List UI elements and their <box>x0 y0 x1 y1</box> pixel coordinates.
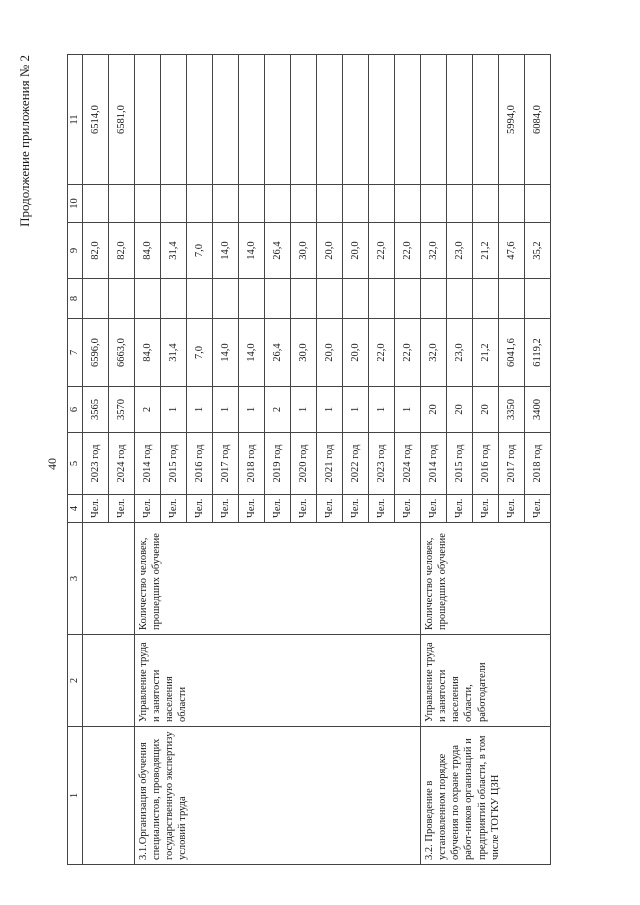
table-body <box>83 55 551 865</box>
value-cell-c8 <box>447 279 473 319</box>
column-number: 9 <box>68 223 83 279</box>
value-cell-c7: 30,0 <box>291 319 317 387</box>
value-cell-c8 <box>421 279 447 319</box>
value-cell-c10 <box>239 185 265 223</box>
value-cell-c10 <box>109 185 135 223</box>
unit-cell: Чел. <box>395 495 421 523</box>
value-cell-c11 <box>343 55 369 185</box>
value-cell-c8 <box>395 279 421 319</box>
value-cell-c7: 6596,0 <box>83 319 109 387</box>
value-cell-c6: 1 <box>161 387 187 433</box>
indicator-cell <box>83 523 135 635</box>
value-cell-c10 <box>161 185 187 223</box>
value-cell-c9: 47,6 <box>499 223 525 279</box>
value-cell-c10 <box>395 185 421 223</box>
value-cell-c9: 14,0 <box>239 223 265 279</box>
value-cell-c7: 23,0 <box>447 319 473 387</box>
value-cell-c10 <box>421 185 447 223</box>
unit-cell: Чел. <box>265 495 291 523</box>
value-cell-c8 <box>291 279 317 319</box>
value-cell-c7: 84,0 <box>135 319 161 387</box>
year-cell: 2021 год <box>317 433 343 495</box>
value-cell-c10 <box>291 185 317 223</box>
value-cell-c11 <box>447 55 473 185</box>
year-cell: 2014 год <box>421 433 447 495</box>
value-cell-c8 <box>265 279 291 319</box>
value-cell-c9: 22,0 <box>395 223 421 279</box>
column-number: 10 <box>68 185 83 223</box>
value-cell-c10 <box>213 185 239 223</box>
value-cell-c8 <box>317 279 343 319</box>
unit-cell: Чел. <box>291 495 317 523</box>
value-cell-c7: 26,4 <box>265 319 291 387</box>
value-cell-c9: 82,0 <box>109 223 135 279</box>
value-cell-c9: 32,0 <box>421 223 447 279</box>
year-cell: 2014 год <box>135 433 161 495</box>
year-cell: 2022 год <box>343 433 369 495</box>
year-cell: 2016 год <box>187 433 213 495</box>
value-cell-c10 <box>83 185 109 223</box>
column-number: 5 <box>68 433 83 495</box>
value-cell-c6: 1 <box>239 387 265 433</box>
column-number: 8 <box>68 279 83 319</box>
value-cell-c8 <box>239 279 265 319</box>
value-cell-c10 <box>343 185 369 223</box>
value-cell-c9: 14,0 <box>213 223 239 279</box>
value-cell-c6: 3565 <box>83 387 109 433</box>
year-cell: 2024 год <box>109 433 135 495</box>
value-cell-c6: 1 <box>395 387 421 433</box>
value-cell-c6: 20 <box>473 387 499 433</box>
year-cell: 2018 год <box>239 433 265 495</box>
unit-cell: Чел. <box>135 495 161 523</box>
value-cell-c11 <box>369 55 395 185</box>
rotated-page <box>15 15 625 895</box>
page-number: 40 <box>45 458 59 470</box>
value-cell-c8 <box>525 279 551 319</box>
value-cell-c7: 6041,6 <box>499 319 525 387</box>
value-cell-c9: 82,0 <box>83 223 109 279</box>
value-cell-c6: 3350 <box>499 387 525 433</box>
value-cell-c11 <box>161 55 187 185</box>
value-cell-c8 <box>187 279 213 319</box>
value-cell-c6: 3400 <box>525 387 551 433</box>
value-cell-c11 <box>317 55 343 185</box>
value-cell-c9: 23,0 <box>447 223 473 279</box>
value-cell-c8 <box>135 279 161 319</box>
value-cell-c10 <box>369 185 395 223</box>
value-cell-c11 <box>473 55 499 185</box>
year-cell: 2018 год <box>525 433 551 495</box>
year-cell: 2015 год <box>447 433 473 495</box>
value-cell-c9: 20,0 <box>343 223 369 279</box>
column-number: 1 <box>68 727 83 865</box>
activity-cell: 3.1.Организация обучения специалистов, проводящих государственную экспертизу условий труда <box>135 727 421 865</box>
value-cell-c11: 6581,0 <box>109 55 135 185</box>
value-cell-c9: 21,2 <box>473 223 499 279</box>
unit-cell: Чел. <box>473 495 499 523</box>
unit-cell: Чел. <box>447 495 473 523</box>
value-cell-c6: 2 <box>135 387 161 433</box>
value-cell-c10 <box>473 185 499 223</box>
year-cell: 2020 год <box>291 433 317 495</box>
unit-cell: Чел. <box>421 495 447 523</box>
table-row <box>135 55 161 865</box>
value-cell-c8 <box>369 279 395 319</box>
value-cell-c6: 2 <box>265 387 291 433</box>
value-cell-c9: 31,4 <box>161 223 187 279</box>
value-cell-c9: 30,0 <box>291 223 317 279</box>
value-cell-c7: 20,0 <box>343 319 369 387</box>
unit-cell: Чел. <box>369 495 395 523</box>
activity-cell <box>83 727 135 865</box>
unit-cell: Чел. <box>83 495 109 523</box>
unit-cell: Чел. <box>187 495 213 523</box>
value-cell-c7: 14,0 <box>213 319 239 387</box>
column-number: 7 <box>68 319 83 387</box>
value-cell-c6: 1 <box>369 387 395 433</box>
program-table <box>67 54 551 865</box>
value-cell-c6: 3570 <box>109 387 135 433</box>
table-row <box>421 55 447 865</box>
value-cell-c11 <box>239 55 265 185</box>
value-cell-c10 <box>135 185 161 223</box>
value-cell-c9: 84,0 <box>135 223 161 279</box>
executor-cell <box>83 635 135 727</box>
value-cell-c8 <box>83 279 109 319</box>
value-cell-c6: 1 <box>291 387 317 433</box>
value-cell-c7: 14,0 <box>239 319 265 387</box>
value-cell-c11 <box>135 55 161 185</box>
value-cell-c6: 1 <box>343 387 369 433</box>
unit-cell: Чел. <box>213 495 239 523</box>
value-cell-c10 <box>447 185 473 223</box>
year-cell: 2024 год <box>395 433 421 495</box>
value-cell-c7: 22,0 <box>395 319 421 387</box>
unit-cell: Чел. <box>239 495 265 523</box>
continuation-caption: Продолжение приложения № 2 <box>17 55 32 227</box>
value-cell-c11 <box>395 55 421 185</box>
value-cell-c7: 31,4 <box>161 319 187 387</box>
column-number: 2 <box>68 635 83 727</box>
column-number: 4 <box>68 495 83 523</box>
value-cell-c8 <box>473 279 499 319</box>
value-cell-c10 <box>525 185 551 223</box>
value-cell-c11: 6514,0 <box>83 55 109 185</box>
value-cell-c6: 20 <box>421 387 447 433</box>
activity-cell: 3.2. Проведение в установленном порядке обучения по охране труда работ-ников организаций и предприятий области, в том числе ТОГКУ ЦЗН <box>421 727 551 865</box>
value-cell-c7: 6663,0 <box>109 319 135 387</box>
value-cell-c7: 6119,2 <box>525 319 551 387</box>
value-cell-c8 <box>109 279 135 319</box>
value-cell-c7: 7,0 <box>187 319 213 387</box>
value-cell-c6: 1 <box>213 387 239 433</box>
year-cell: 2019 год <box>265 433 291 495</box>
value-cell-c11 <box>291 55 317 185</box>
value-cell-c7: 20,0 <box>317 319 343 387</box>
value-cell-c7: 32,0 <box>421 319 447 387</box>
unit-cell: Чел. <box>343 495 369 523</box>
year-cell: 2023 год <box>83 433 109 495</box>
value-cell-c9: 20,0 <box>317 223 343 279</box>
executor-cell: Управление труда и занятости населения области, работодатели <box>421 635 551 727</box>
year-cell: 2015 год <box>161 433 187 495</box>
year-cell: 2017 год <box>499 433 525 495</box>
value-cell-c7: 21,2 <box>473 319 499 387</box>
value-cell-c6: 20 <box>447 387 473 433</box>
value-cell-c9: 26,4 <box>265 223 291 279</box>
value-cell-c9: 7,0 <box>187 223 213 279</box>
value-cell-c8 <box>499 279 525 319</box>
value-cell-c11: 6084,0 <box>525 55 551 185</box>
unit-cell: Чел. <box>317 495 343 523</box>
value-cell-c8 <box>161 279 187 319</box>
value-cell-c6: 1 <box>317 387 343 433</box>
year-cell: 2016 год <box>473 433 499 495</box>
value-cell-c11 <box>421 55 447 185</box>
value-cell-c11 <box>213 55 239 185</box>
unit-cell: Чел. <box>499 495 525 523</box>
year-cell: 2023 год <box>369 433 395 495</box>
value-cell-c8 <box>343 279 369 319</box>
column-number: 3 <box>68 523 83 635</box>
column-number: 11 <box>68 55 83 185</box>
value-cell-c9: 22,0 <box>369 223 395 279</box>
column-number: 6 <box>68 387 83 433</box>
value-cell-c10 <box>187 185 213 223</box>
value-cell-c11: 5994,0 <box>499 55 525 185</box>
table-row <box>83 55 109 865</box>
value-cell-c11 <box>187 55 213 185</box>
executor-cell: Управление труда и занятости населения области <box>135 635 421 727</box>
value-cell-c8 <box>213 279 239 319</box>
indicator-cell: Количество человек, прошедших обучение <box>421 523 551 635</box>
value-cell-c10 <box>317 185 343 223</box>
year-cell: 2017 год <box>213 433 239 495</box>
value-cell-c11 <box>265 55 291 185</box>
value-cell-c6: 1 <box>187 387 213 433</box>
value-cell-c10 <box>265 185 291 223</box>
unit-cell: Чел. <box>525 495 551 523</box>
indicator-cell: Количество человек, прошедших обучение <box>135 523 421 635</box>
column-number-row <box>68 55 83 865</box>
value-cell-c10 <box>499 185 525 223</box>
unit-cell: Чел. <box>109 495 135 523</box>
unit-cell: Чел. <box>161 495 187 523</box>
value-cell-c9: 35,2 <box>525 223 551 279</box>
value-cell-c7: 22,0 <box>369 319 395 387</box>
